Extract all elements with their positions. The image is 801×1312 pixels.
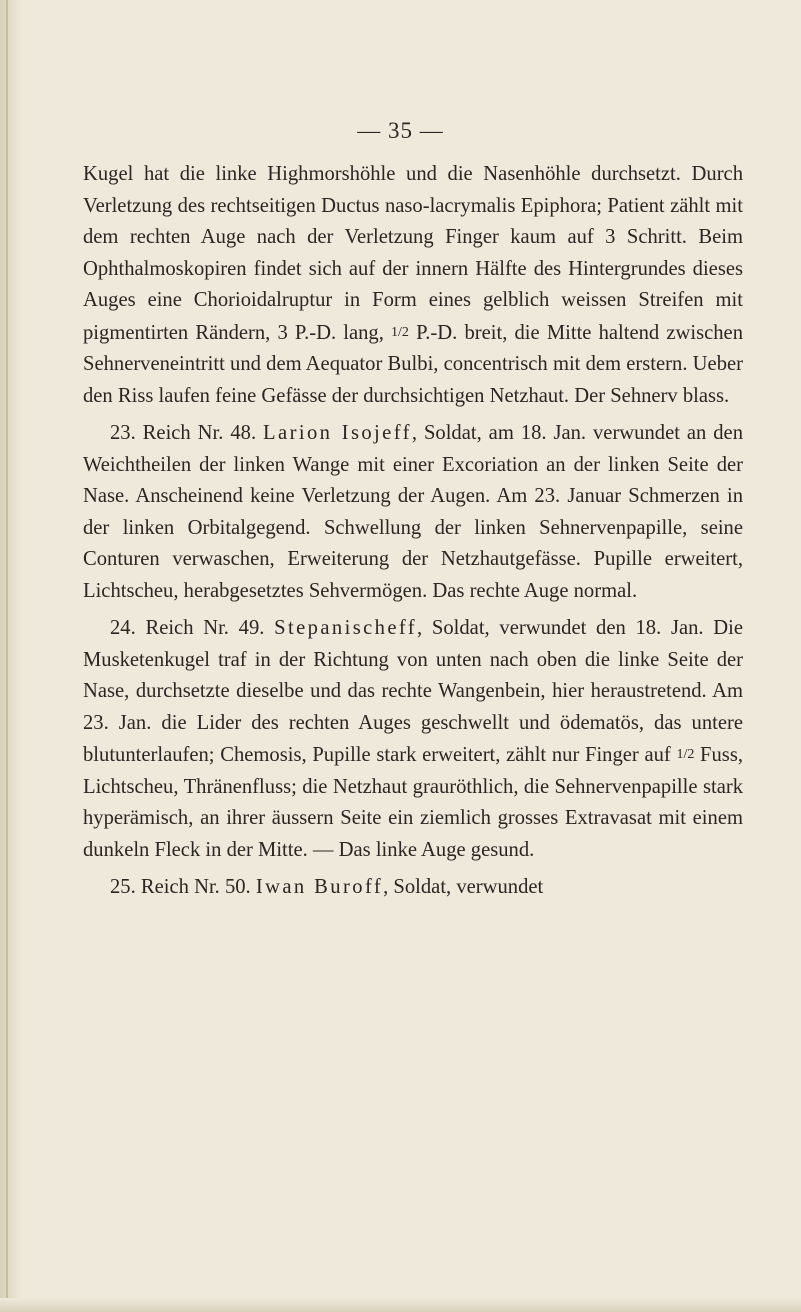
paragraph-case-25 [83,872,743,904]
patient-name: Iwan Buroff [255,876,384,898]
fraction: 1/2 [676,747,695,762]
paragraph-text: , Soldat, am 18. Jan. verwundet an den Weichtheilen der linken Wange mit einer Excoriation an der linken Seite der Nase. Anscheinend keine Verletzung der Augen. Am 23. Januar Schmerzen in der linken Orbitalgegend. Schwellung der linken Sehnervenpapille, seine Conturen verwaschen, Erweiterung der Netzhautgefässe. Pupille erweitert, Lichtscheu, herabgesetztes Sehvermögen. Das rechte Auge normal. [83,422,743,602]
case-lead: 25. Reich Nr. 50. [110,876,256,898]
paragraph-text: , Soldat, verwundet [383,876,544,898]
page-edge-line [6,0,8,1312]
paragraph-text: P.-D. breit, die Mitte haltend zwischen Sehnerveneintritt und dem Aequator Bulbi, concentrisch mit dem erstern. Ueber den Riss laufen feine Gefässe der durchsichtigen Netzhaut. Der Sehnerv blass. [83,321,743,407]
paragraph-case-23 [83,418,743,607]
page-edge [0,0,22,1312]
page-number: — 35 — [357,118,444,143]
paragraph-text: Fuss, Lichtscheu, Thränenfluss; die Netzhaut grauröthlich, die Sehnervenpapille stark hyperämisch, an ihrer äussern Seite ein ziemlich grosses Extravasat mit einem dunkeln Fleck in der Mitte. — Das linke Auge gesund. [83,744,743,861]
case-lead: 23. Reich Nr. 48. [110,422,264,444]
patient-name: Stepanischeff [274,617,418,639]
fraction: 1/2 [391,324,409,340]
patient-name: Larion Isojeff [263,422,412,444]
text-body [83,159,743,910]
paragraph-case-24 [83,613,743,866]
paragraph-text: Kugel hat die linke Highmorshöhle und die Nasenhöhle durchsetzt. Durch Verletzung des rechtseitigen Ductus naso-lacrymalis Epiphora; Patient zählt mit dem rechten Auge nach der Verletzung Finger kaum auf 3 Schritt. Beim Ophthalmoskopiren findet sich auf der innern Hälfte des Hintergrundes dieses Auges eine Chorioidalruptur in Form eines gelblich weissen Streifen mit pigmentirten Rändern, 3 P.-D. lang, [83,163,743,344]
case-lead: 24. Reich Nr. 49. [110,617,275,639]
paragraph-continued [83,159,743,412]
paragraph-text: , Soldat, verwundet den 18. Jan. Die Musketenkugel traf in der Richtung von unten nach oben die linke Seite der Nase, durchsetzte dieselbe und das rechte Wangenbein, hier heraustretend. Am 23. Jan. die Lider des rechten Auges geschwellt und ödematös, das untere blutunterlaufen; Chemosis, Pupille stark erweitert, zählt nur Finger auf [83,617,743,766]
page-bottom-edge [0,1298,801,1312]
